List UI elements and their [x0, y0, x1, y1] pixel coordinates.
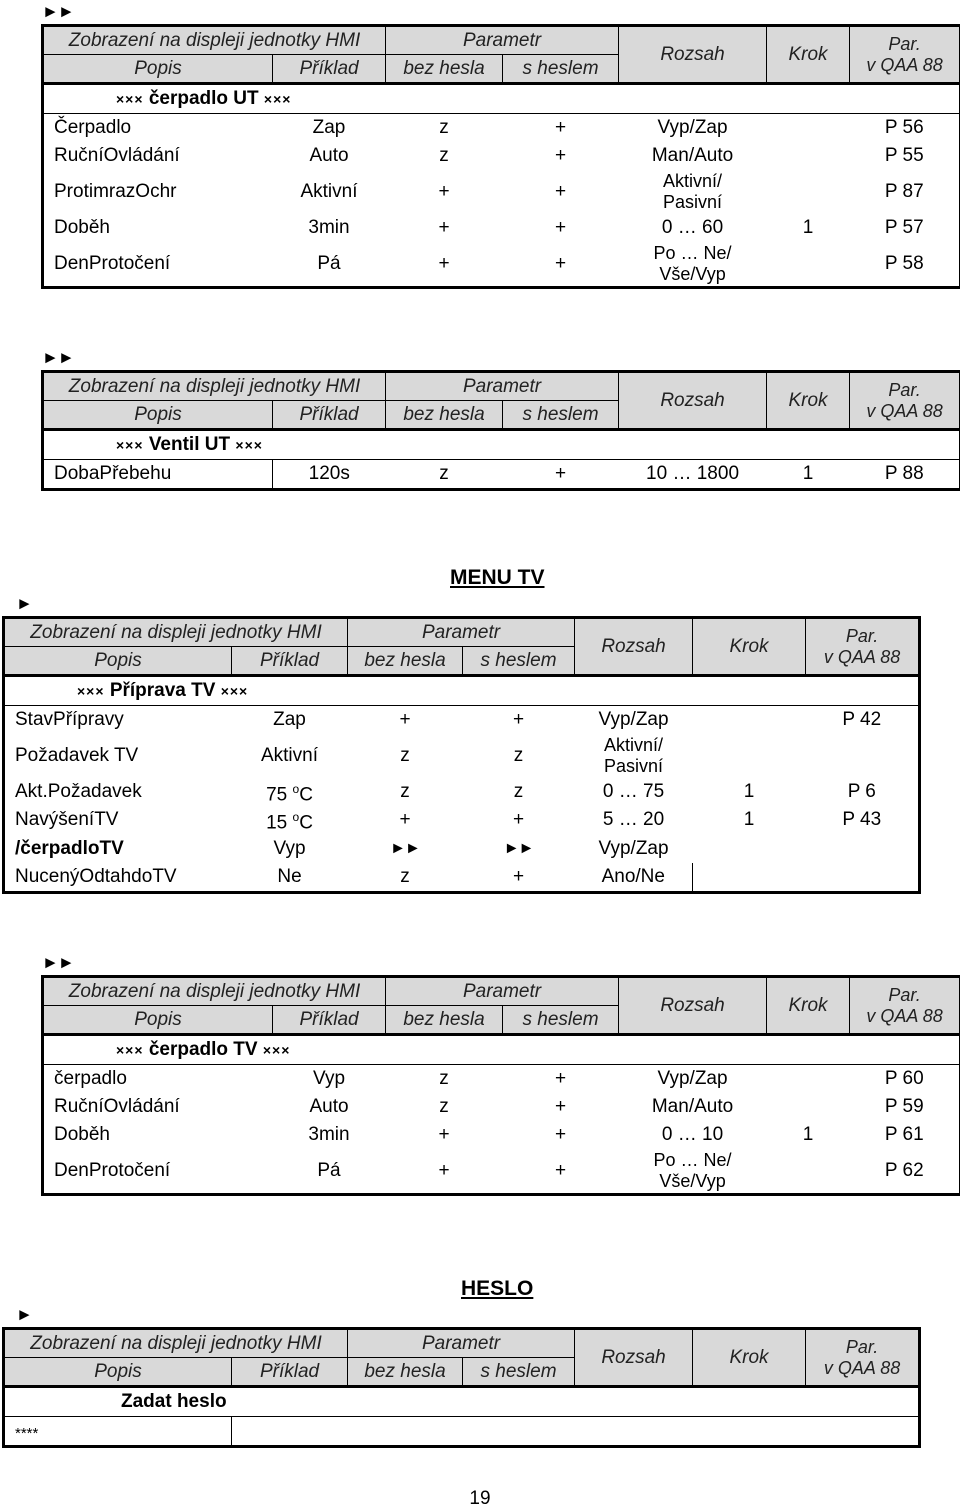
header-popis: Popis [43, 55, 273, 83]
table-row: Doběh 3min + + 0 … 60 1 P 57 [54, 217, 924, 238]
header-parametr: Parametr [348, 1329, 575, 1358]
header-priklad: Příklad [232, 1358, 348, 1386]
section-title: ××× Ventil UT ××× [116, 434, 263, 455]
header-parametr: Parametr [386, 977, 619, 1006]
page-number: 19 [469, 1488, 491, 1509]
table-row: RučníOvládání Auto z + Man/Auto P 59 [54, 1096, 924, 1117]
table-row: ProtimrazOchr Aktivní + + Aktivní/ Pasivní P 87 [54, 171, 924, 212]
header-hmi: Zobrazení na displeji jednotky HMI [4, 618, 348, 647]
header-popis: Popis [43, 401, 273, 429]
header-rozsah: Rozsah [619, 372, 767, 429]
header-par: Par. v QAA 88 [850, 977, 960, 1034]
table-row: /čerpadloTV Vyp ►► ►► Vyp/Zap [15, 837, 669, 859]
table-row: čerpadlo Vyp z + Vyp/Zap P 60 [43, 1065, 960, 1094]
param-table-ventil-ut [41, 370, 960, 491]
nav-arrow-single: ► [16, 1305, 32, 1324]
table-row: DenProtočení Pá + + Po … Ne/ Vše/Vyp P 58 [54, 243, 924, 284]
nav-arrow-double: ►► [42, 953, 74, 972]
header-popis: Popis [4, 1358, 232, 1386]
header-krok: Krok [693, 1329, 806, 1386]
param-table-cerpadlo-ut [41, 24, 960, 289]
header-s-heslem: s heslem [503, 55, 619, 83]
table-row: Akt.Požadavek 75 $^o$C z z 0 … 75 1 P 6 [15, 781, 876, 806]
section-title: Zadat heslo [121, 1391, 227, 1412]
header-krok: Krok [767, 977, 850, 1034]
header-rozsah: Rozsah [619, 977, 767, 1034]
header-hmi: Zobrazení na displeji jednotky HMI [43, 26, 386, 55]
header-krok: Krok [767, 26, 850, 83]
header-popis: Popis [4, 647, 232, 675]
header-rozsah: Rozsah [575, 618, 693, 675]
header-par: Par. v QAA 88 [806, 1329, 920, 1386]
header-s-heslem: s heslem [463, 647, 575, 675]
table-row: Čerpadlo Zap z + Vyp/Zap P 56 [43, 114, 960, 143]
header-hmi: Zobrazení na displeji jednotky HMI [4, 1329, 348, 1358]
header-rozsah: Rozsah [575, 1329, 693, 1386]
nav-arrow-double: ►► [42, 348, 74, 367]
header-parametr: Parametr [386, 26, 619, 55]
password-field[interactable]: **** [4, 1417, 232, 1447]
table-row: NucenýOdtahdoTV Ne z + Ano/Ne [4, 863, 920, 893]
header-parametr: Parametr [386, 372, 619, 401]
header-hmi: Zobrazení na displeji jednotky HMI [43, 372, 386, 401]
section-title: ××× čerpadlo TV ××× [116, 1039, 291, 1060]
param-table-cerpadlo-tv [41, 975, 960, 1196]
header-par: Par. v QAA 88 [850, 26, 960, 83]
nav-arrow-double: ►► [42, 2, 74, 21]
header-krok: Krok [767, 372, 850, 429]
page-heading-heslo: HESLO [461, 1277, 534, 1300]
header-bez-hesla: bez hesla [386, 1006, 503, 1034]
param-table-priprava-tv [2, 616, 921, 894]
table-row: DobaPřebehu 120s z + 10 … 1800 1 P 88 [43, 460, 960, 490]
table-row: DenProtočení Pá + + Po … Ne/ Vše/Vyp P 62 [54, 1150, 924, 1191]
header-par: Par. v QAA 88 [850, 372, 960, 429]
section-title: ××× Příprava TV ××× [77, 680, 249, 701]
table-row: Požadavek TV Aktivní z z Aktivní/ Pasivní [15, 735, 664, 776]
header-popis: Popis [43, 1006, 273, 1034]
page-heading-menu-tv: MENU TV [450, 566, 545, 589]
nav-arrow-single: ► [16, 594, 32, 613]
header-rozsah: Rozsah [619, 26, 767, 83]
header-krok: Krok [693, 618, 806, 675]
header-priklad: Příklad [232, 647, 348, 675]
table-row: Doběh 3min + + 0 … 10 1 P 61 [54, 1124, 924, 1145]
header-s-heslem: s heslem [463, 1358, 575, 1386]
header-priklad: Příklad [273, 55, 386, 83]
param-table-heslo [2, 1327, 921, 1448]
header-bez-hesla: bez hesla [386, 401, 503, 429]
table-row: NavýšeníTV 15 $^o$C + + 5 … 20 1 P 43 [15, 809, 882, 834]
header-bez-hesla: bez hesla [348, 1358, 463, 1386]
table-row: RučníOvládání Auto z + Man/Auto P 55 [54, 145, 924, 166]
header-bez-hesla: bez hesla [348, 647, 463, 675]
header-bez-hesla: bez hesla [386, 55, 503, 83]
header-priklad: Příklad [273, 1006, 386, 1034]
section-title: ××× čerpadlo UT ××× [116, 88, 292, 109]
header-par: Par. v QAA 88 [806, 618, 920, 675]
header-priklad: Příklad [273, 401, 386, 429]
header-s-heslem: s heslem [503, 401, 619, 429]
header-s-heslem: s heslem [503, 1006, 619, 1034]
header-hmi: Zobrazení na displeji jednotky HMI [43, 977, 386, 1006]
table-row: StavPřípravy Zap + + Vyp/Zap P 42 [4, 706, 920, 735]
header-parametr: Parametr [348, 618, 575, 647]
